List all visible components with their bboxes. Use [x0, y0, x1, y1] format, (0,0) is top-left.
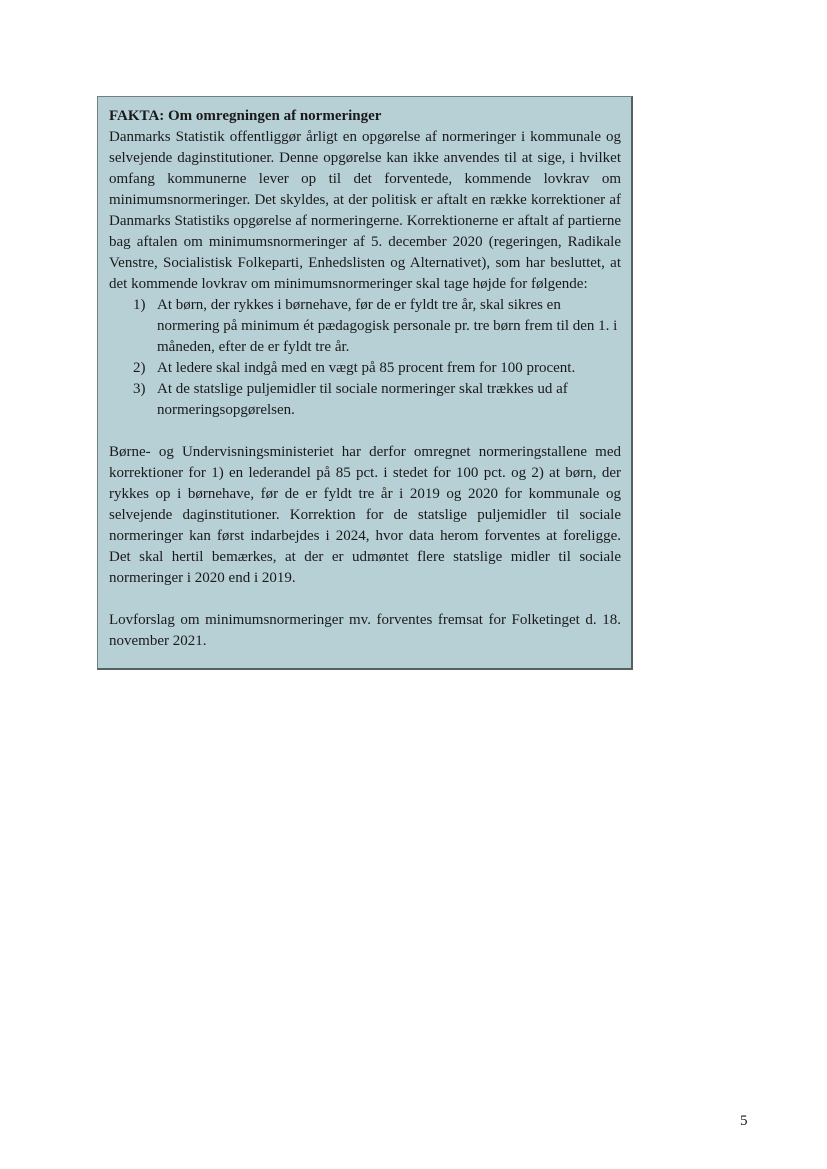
- list-item-number: 3): [133, 381, 146, 397]
- list-item: [109, 295, 621, 358]
- fakta-box: [97, 96, 633, 670]
- list-item-number: 2): [133, 360, 146, 376]
- list-item-text: At ledere skal indgå med en vægt på 85 procent frem for 100 procent.: [157, 360, 576, 376]
- list-item: [109, 358, 621, 379]
- list-item-number: 1): [133, 297, 146, 313]
- spacer: [109, 589, 621, 610]
- fakta-title: FAKTA: Om omregningen af normeringer: [109, 108, 382, 124]
- spacer: [109, 421, 621, 442]
- correction-paragraph: Børne- og Undervisningsministeriet har derfor omregnet normeringstallene med korrektioner for 1) en lederandel på 85 pct. i stedet for 100 pct. og 2) at børn, der rykkes op i børnehave, før de er fyldt tre år i 2019 og 2020 for kommunale og selvejende daginstitutioner. Korrektion for de statslige puljemidler til sociale normeringer kan først indarbejdes i 2024, hvor data herom forventes at foreligge. Det skal hertil bemærkes, at der er udmøntet flere statslige midler til sociale normeringer i 2020 end i 2019.: [109, 444, 621, 586]
- list-item: [109, 379, 621, 421]
- list-item-text: At børn, der rykkes i børnehave, før de er fyldt tre år, skal sikres en normering på minimum ét pædagogisk personale pr. tre børn frem til den 1. i måneden, efter de er fyldt tre år.: [157, 297, 618, 355]
- page-number: 5: [740, 1113, 748, 1129]
- list-item-text: At de statslige puljemidler til sociale normeringer skal trækkes ud af normeringsopgørelsen.: [157, 381, 568, 418]
- bill-paragraph: Lovforslag om minimumsnormeringer mv. forventes fremsat for Folketinget d. 18. november 2021.: [109, 612, 621, 649]
- intro-paragraph: Danmarks Statistik offentliggør årligt en opgørelse af normeringer i kommunale og selvejende daginstitutioner. Denne opgørelse kan ikke anvendes til at sige, i hvilket omfang kommunerne lever op til det forventede, kommende lovkrav om minimumsnormeringer. Det skyldes, at der politisk er aftalt en række korrektioner af Danmarks Statistiks opgørelse af normeringerne. Korrektionerne er aftalt af partierne bag aftalen om minimumsnormeringer af 5. december 2020 (regeringen, Radikale Venstre, Socialistisk Folkeparti, Enhedslisten og Alternativet), som har besluttet, at det kommende lovkrav om minimumsnormeringer skal tage højde for følgende:: [109, 129, 621, 292]
- correction-list: [109, 295, 621, 421]
